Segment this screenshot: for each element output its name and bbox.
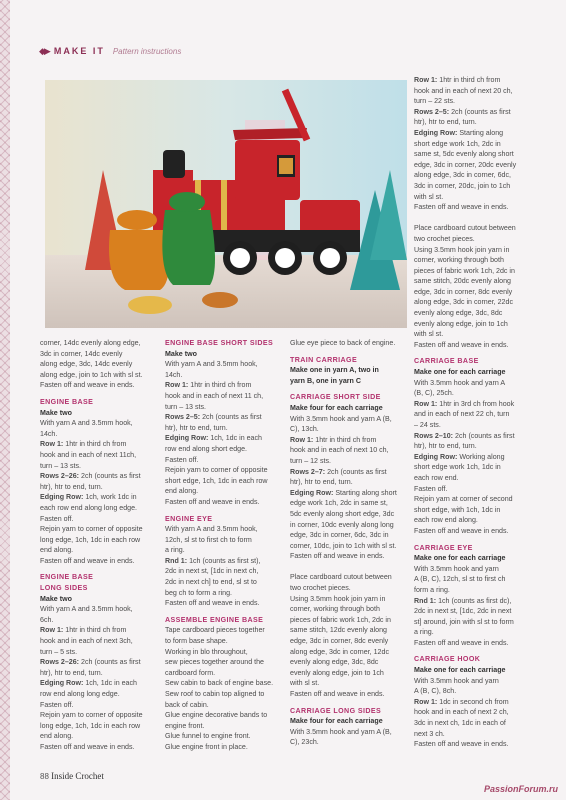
text-line: Fasten off and weave in ends. <box>165 497 260 506</box>
section-heading: CARRIAGE LONG SIDES <box>290 706 382 715</box>
text-line: Fasten off and weave in ends. <box>414 203 509 212</box>
text-line: each row end along. <box>414 516 478 525</box>
text-line: Fasten off and weave in ends. <box>40 742 135 751</box>
text-line: htr), htr to end, turn. <box>414 442 477 451</box>
row-label: Row 1: <box>165 381 189 390</box>
text-line: C), 13ch. <box>290 425 319 434</box>
text-line: 2ch (counts as first <box>451 107 511 116</box>
make-count: Make four for each carriage <box>290 717 383 726</box>
row-label: Edging Row: <box>40 493 84 502</box>
row-label: Rnd 1: <box>165 556 188 565</box>
make-count: Make one for each carriage <box>414 666 506 675</box>
text-line: Using 3.5mm hook join yarn in <box>414 245 510 254</box>
text-line: htr), htr to end, turn. <box>40 668 103 677</box>
header-subtitle: Pattern instructions <box>112 46 182 56</box>
text-line: 12ch, sl st to first ch to form <box>165 535 252 544</box>
text-line: 1htr in 3rd ch from hook <box>439 399 515 408</box>
text-line: pieces of fabric work 1ch, 2dc in <box>290 615 391 624</box>
text-line: Starting along short <box>335 488 397 497</box>
text-line: same st, 5dc evenly along short <box>414 150 514 159</box>
text-line: Sew cabin to back of engine base. <box>165 679 274 688</box>
section-heading: ENGINE EYE <box>165 514 213 523</box>
crochet-train-illustration <box>45 80 407 328</box>
text-line: turn – 12 sts. <box>290 456 332 465</box>
text-line: 1ch, 1dc in each <box>85 679 137 688</box>
text-line: 1dc in second ch from <box>439 697 509 706</box>
text-line: corner, working through both <box>414 256 504 265</box>
funnel-icon <box>163 150 185 178</box>
text-line: htr), htr to end, turn. <box>165 423 228 432</box>
text-line: each row end. <box>414 473 459 482</box>
section-heading: CARRIAGE SHORT SIDE <box>290 393 381 402</box>
text-line: Fasten off. <box>414 484 448 493</box>
text-line: a ring. <box>414 628 434 637</box>
text-line: 2dc in next st, [1dc in next ch, <box>165 567 259 576</box>
text-line: hook and in each of next 3ch, <box>40 637 133 646</box>
text-line: Fasten off and weave in ends. <box>290 552 385 561</box>
text-line: end along. <box>40 546 74 555</box>
row-label: Edging Row: <box>40 679 84 688</box>
text-line: A (B, C), 8ch. <box>414 687 457 696</box>
text-line: 14ch. <box>165 370 183 379</box>
section-heading: CARRIAGE HOOK <box>414 655 481 664</box>
text-line: with sl st. <box>414 330 444 339</box>
text-line: Sew roof to cabin top aligned to <box>165 690 265 698</box>
text-line: Glue funnel to engine front. <box>165 732 251 741</box>
text-line: 14ch. <box>40 429 58 438</box>
row-label: Row 1: <box>40 626 64 635</box>
make-count: Make one for each carriage <box>414 368 506 377</box>
header-arrow-icon: ◆▶ <box>39 45 49 56</box>
text-line: 1ch (counts as first dc), <box>438 596 512 605</box>
text-line: Rejoin yarn to corner of opposite <box>40 525 143 534</box>
text-line: 5dc evenly along short edge, 3dc <box>290 509 395 518</box>
text-line: with sl st. <box>414 192 444 201</box>
text-line: htr), htr to end, turn. <box>414 118 477 127</box>
text-line: 2ch (counts as first <box>81 472 141 481</box>
text-line: edge, 3dc in corner, 6dc, 3dc in <box>290 531 389 540</box>
text-line: row end along short edge. <box>165 444 248 453</box>
row-label: Rows 2–10: <box>414 431 454 440</box>
text-line: edge work 1ch, 2dc in same st, <box>290 499 388 508</box>
text-line: Working along <box>459 452 505 461</box>
text-line: engine front. <box>165 721 205 730</box>
row-label: Rows 2–5: <box>414 107 450 116</box>
text-line: evenly along edge, join to 1ch <box>290 668 384 677</box>
text-line: C), 23ch. <box>290 738 319 747</box>
text-line: corner, 14dc evenly along edge, <box>40 339 141 347</box>
section-heading: ENGINE BASE <box>40 397 94 406</box>
make-count: Make one in yarn A, two in <box>290 366 379 375</box>
text-line: 1htr in third ch from <box>315 435 377 444</box>
text-line: Rejoin yarn to corner of opposite <box>40 711 143 720</box>
row-label: Rows 2–26: <box>40 472 80 481</box>
text-line: turn – 13 sts. <box>165 402 207 411</box>
row-label: Row 1: <box>414 697 438 706</box>
text-line: Fasten off. <box>40 514 74 523</box>
text-line: With yarn A and 3.5mm hook, <box>40 605 133 614</box>
row-label: Rows 2–5: <box>165 413 201 422</box>
text-line: hook and in each of next 10 ch, <box>290 446 389 455</box>
text-line: hook and in each of next 20 ch, <box>414 86 513 95</box>
text-line: with sl st. <box>290 679 320 688</box>
text-line: Place cardboard cutout between <box>414 224 516 233</box>
text-line: Fasten off and weave in ends. <box>414 740 509 749</box>
column-2 <box>165 338 285 753</box>
section-heading: TRAIN CARRIAGE <box>290 355 358 364</box>
text-line: long edge, 1ch, 1dc in each row <box>40 535 141 544</box>
text-line: a ring. <box>165 546 185 555</box>
text-line: Working in blo throughout, <box>165 647 248 656</box>
text-line: Rejoin yarn to corner of opposite <box>165 466 268 475</box>
text-line: With 3.5mm hook and yarn A (B, <box>290 727 392 736</box>
text-line: turn – 22 sts. <box>414 97 456 106</box>
make-count: Make one for each carriage <box>414 554 506 563</box>
text-line: beg ch to form a ring. <box>165 588 233 597</box>
text-line: Glue engine front in place. <box>165 742 248 751</box>
row-label: Row 1: <box>290 435 314 444</box>
text-line: turn – 5 sts. <box>40 647 78 656</box>
make-count: Make four for each carriage <box>290 403 383 412</box>
text-line: long edge, 1ch, 1dc in each row <box>40 721 141 730</box>
text-line: 1ch, 1dc in each <box>210 434 262 443</box>
make-count: Make two <box>40 594 72 603</box>
text-line: Fasten off. <box>40 700 74 709</box>
text-line: two crochet pieces. <box>414 234 475 243</box>
column-4 <box>414 75 536 750</box>
section-heading: ASSEMBLE ENGINE BASE <box>165 615 264 624</box>
text-line: each row end along long edge. <box>40 503 138 512</box>
text-line: With 3.5mm hook and yarn <box>414 564 499 573</box>
text-line: sew pieces together around the <box>165 658 264 667</box>
text-line: edge, 3dc in corner, 8dc evenly <box>414 287 513 296</box>
text-line: two crochet pieces. <box>290 584 351 593</box>
text-line: along edge, 3dc, 14dc evenly <box>40 360 133 369</box>
text-line: 2ch (counts as first <box>455 431 515 440</box>
text-line: 2ch (counts as first <box>327 467 387 476</box>
text-line: edge, 3dc in corner, 20dc evenly <box>414 160 517 169</box>
row-label: Edging Row: <box>290 488 334 497</box>
text-line: along edge, 3dc in corner, 6dc, <box>414 171 512 180</box>
text-line: Fasten off and weave in ends. <box>290 690 385 698</box>
text-line: short edge work 1ch, 1dc in <box>414 463 501 472</box>
row-label: Row 1: <box>40 440 64 449</box>
text-line: With yarn A and 3.5mm hook, <box>40 419 133 428</box>
text-line: Tape cardboard pieces together <box>165 626 265 635</box>
section-heading: CARRIAGE BASE <box>414 357 479 366</box>
text-line: Fasten off and weave in ends. <box>165 599 260 608</box>
text-line: to form base shape. <box>165 637 228 646</box>
text-line: evenly along edge, 3dc, 8dc <box>290 658 379 667</box>
row-label: Edging Row: <box>165 434 209 443</box>
text-line: Fasten off. <box>165 455 199 464</box>
text-line: edge, 3dc in corner, 8dc evenly <box>290 637 389 646</box>
make-count: Make two <box>40 408 72 417</box>
text-line: end along. <box>40 732 74 741</box>
text-line: Fasten off and weave in ends. <box>414 526 509 535</box>
text-line: turn – 13 sts. <box>40 461 82 470</box>
row-label: Row 1: <box>414 399 438 408</box>
text-line: Glue eye piece to back of engine. <box>290 339 396 347</box>
text-line: corner, working through both <box>290 605 380 614</box>
make-count: yarn B, one in yarn C <box>290 376 361 385</box>
row-label: Rows 2–26: <box>40 658 80 667</box>
page-footer <box>40 771 104 781</box>
text-line: in corner, 10dc evenly along long <box>290 520 394 529</box>
text-line: 6ch. <box>40 615 54 624</box>
text-line: Fasten off and weave in ends. <box>40 381 135 390</box>
text-line: (B, C), 25ch. <box>414 389 454 398</box>
page-edge-pattern <box>0 0 10 800</box>
text-line: 1htr in third ch from <box>190 381 252 390</box>
text-line: same stitch, 20dc evenly along <box>414 277 512 286</box>
text-line: Starting along <box>459 128 504 137</box>
header-kicker: MAKE IT <box>53 46 105 56</box>
text-line: pieces of fabric work 1ch, 2dc in <box>414 266 515 275</box>
text-line: along edge, 3dc in corner, 12dc <box>290 647 389 656</box>
text-line: Using 3.5mm hook join yarn in <box>290 594 386 603</box>
row-label: Edging Row: <box>414 452 458 461</box>
text-line: short edge, with 1ch, 1dc in <box>414 505 501 514</box>
text-line: Fasten off and weave in ends. <box>40 556 135 565</box>
text-line: htr), htr to end, turn. <box>290 478 353 487</box>
text-line: 2dc in next st, [1dc, 2dc in next <box>414 607 512 616</box>
text-line: With 3.5mm hook and yarn A <box>414 378 506 387</box>
text-line: 1htr in third ch from <box>439 76 501 84</box>
watermark: PassionForum.ru <box>483 784 558 794</box>
text-line: htr), htr to end, turn. <box>40 482 103 491</box>
text-line: evenly along edge, join to 1ch <box>414 319 508 328</box>
make-count: Make two <box>165 349 197 358</box>
section-header <box>39 45 181 57</box>
text-line: A (B, C), 12ch, sl st to first ch <box>414 575 506 584</box>
section-heading: ENGINE BASE SHORT SIDES <box>165 339 274 347</box>
text-line: Place cardboard cutout between <box>290 573 392 582</box>
text-line: 1ch (counts as first st), <box>189 556 261 565</box>
row-label: Rnd 1: <box>414 596 437 605</box>
text-line: Rejoin yarn at corner of second <box>414 495 513 504</box>
row-label: Row 1: <box>414 76 438 84</box>
row-label: Edging Row: <box>414 128 458 137</box>
column-3 <box>290 338 408 748</box>
row-label: Rows 2–7: <box>290 467 326 476</box>
text-line: evenly along edge, 3dc, 8dc <box>414 309 503 318</box>
text-line: hook and in each of next 11 ch, <box>165 391 264 400</box>
text-line: 3dc in corner, 20dc, join to 1ch <box>414 181 511 190</box>
text-line: short edge, 1ch, 1dc in each row <box>165 476 268 485</box>
text-line: hook and in each of next 2 ch, <box>414 708 509 717</box>
section-heading: CARRIAGE EYE <box>414 543 473 552</box>
text-line: 1htr in third ch from <box>65 440 127 449</box>
text-line: Glue engine decorative bands to <box>165 711 268 720</box>
text-line: With 3.5mm hook and yarn A (B, <box>290 414 392 423</box>
text-line: 3dc in next ch, 1dc in each of <box>414 719 506 728</box>
text-line: – 24 sts. <box>414 421 441 429</box>
text-line: along edge, join to 1ch with sl st. <box>40 370 143 379</box>
text-line: 1ch, work 1dc in <box>85 493 137 502</box>
text-line: same stitch, 12dc evenly along <box>290 626 388 635</box>
text-line: With 3.5mm hook and yarn <box>414 676 499 685</box>
text-line: st] around, join with sl st to form <box>414 617 514 626</box>
train-photo <box>45 80 407 328</box>
text-line: 1htr in third ch from <box>65 626 127 635</box>
text-line: and in each of next 22 ch, turn <box>414 410 510 419</box>
text-line: short edge work 1ch, 2dc in <box>414 139 501 148</box>
text-line: 2ch (counts as first <box>202 413 262 422</box>
text-line: Fasten off and weave in ends. <box>414 340 509 349</box>
text-line: hook and in each of next 11ch, <box>40 450 137 459</box>
text-line: cardboard form. <box>165 668 216 677</box>
section-heading: ENGINE BASE <box>40 573 94 582</box>
magazine-name: Inside Crochet <box>51 771 104 781</box>
text-line: With yarn A and 3.5mm hook, <box>165 525 258 534</box>
text-line: next 3 ch. <box>414 729 445 738</box>
column-1 <box>40 338 158 753</box>
page-number: 88 <box>40 772 49 781</box>
text-line: Fasten off and weave in ends. <box>414 638 509 647</box>
text-line: row end along long edge. <box>40 690 120 698</box>
text-line: end along. <box>165 487 199 496</box>
text-line: form a ring. <box>414 585 450 594</box>
text-line: 3dc in corner, 14dc evenly <box>40 349 123 358</box>
text-line: along edge, 3dc in corner, 22dc <box>414 298 513 307</box>
text-line: back of cabin. <box>165 700 209 709</box>
text-line: corner, 10dc, join to 1ch with sl st. <box>290 541 397 550</box>
text-line: 2dc in next ch] to end, sl st to <box>165 578 257 587</box>
section-heading: LONG SIDES <box>40 584 88 593</box>
text-line: With yarn A and 3.5mm hook, <box>165 360 258 369</box>
text-line: 2ch (counts as first <box>81 658 141 667</box>
